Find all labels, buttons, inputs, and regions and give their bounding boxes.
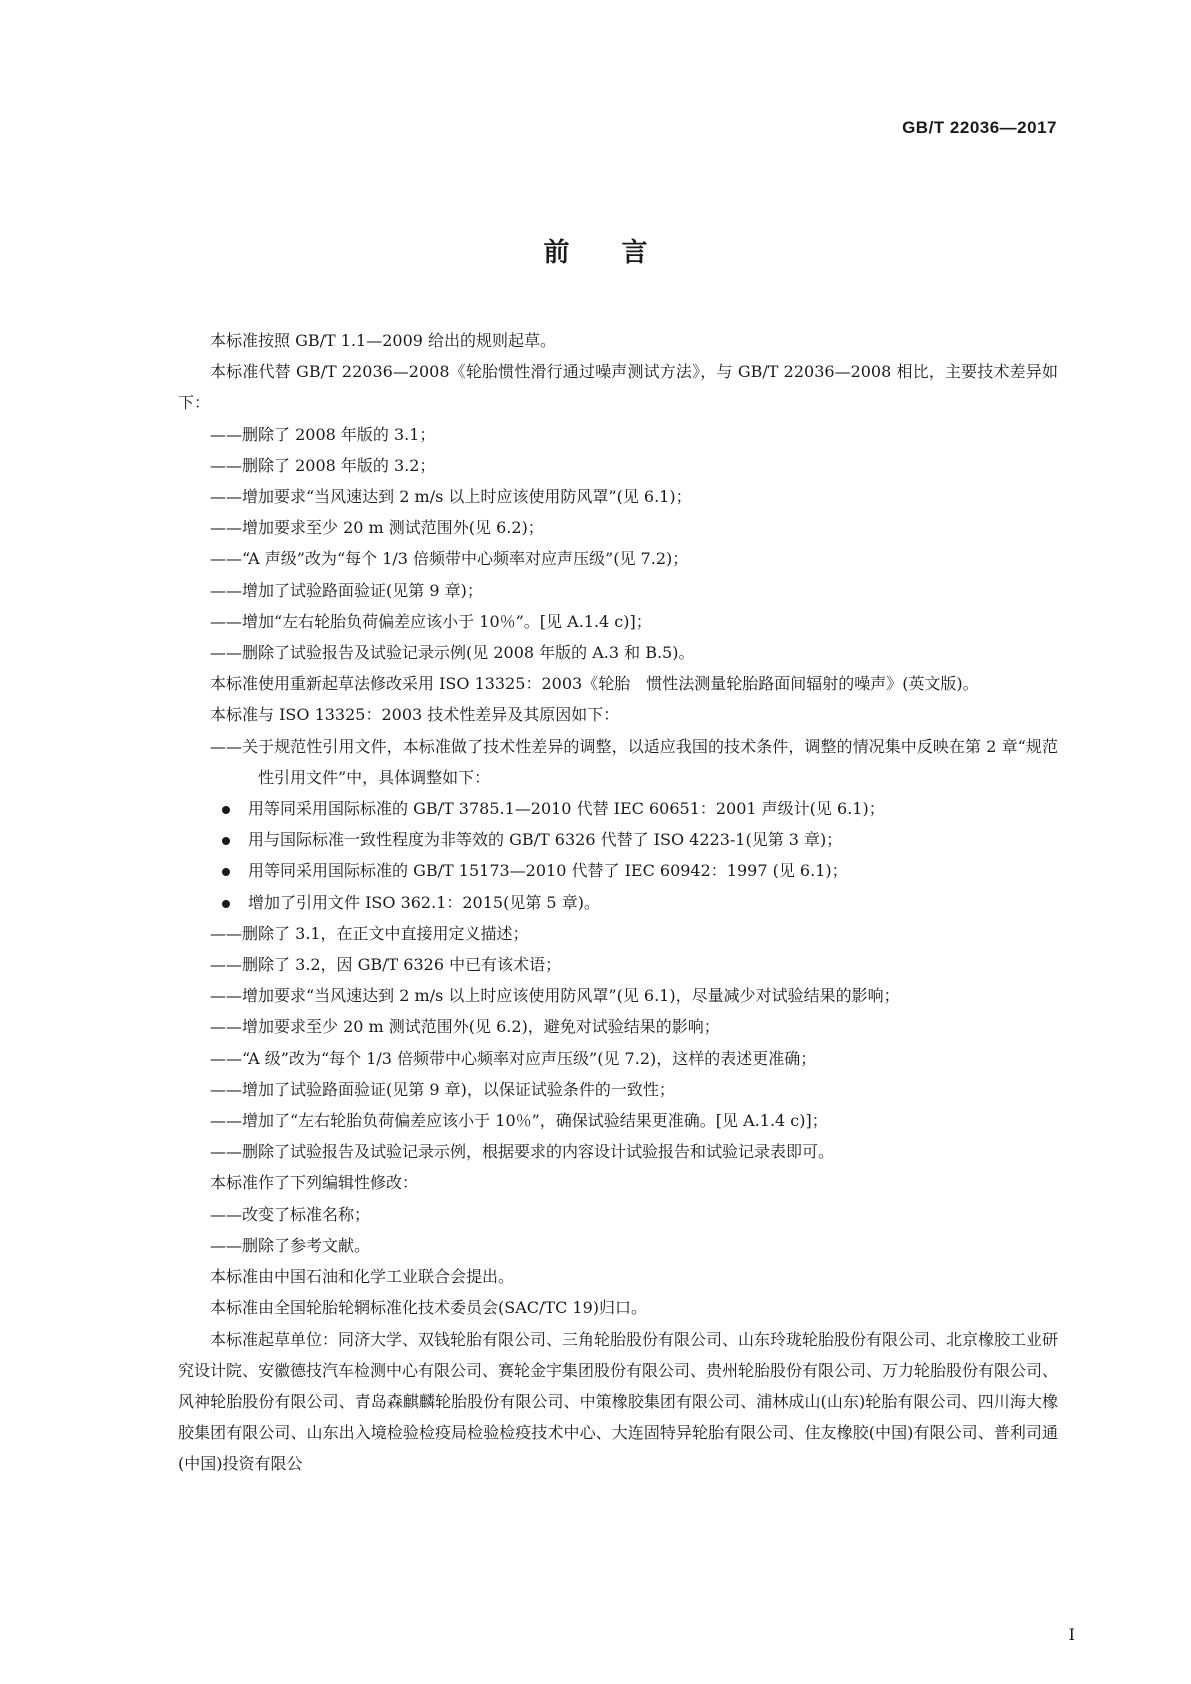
list-item: ——删除了 3.1，在正文中直接用定义描述； bbox=[210, 923, 529, 943]
bullet-icon bbox=[222, 868, 230, 876]
page-title: 前言 bbox=[543, 238, 700, 268]
editorial-intro-paragraph: 本标准作了下列编辑性修改： bbox=[210, 1173, 419, 1193]
deviations-intro-paragraph: 本标准与 ISO 13325：2003 技术性差异及其原因如下： bbox=[210, 705, 620, 725]
list-item: ——删除了 3.2，因 GB/T 6326 中已有该术语； bbox=[210, 955, 562, 975]
list-item: ——增加要求至少 20 m 测试范围外(见 6.2)； bbox=[210, 518, 544, 538]
list-item: ——删除了 2008 年版的 3.1； bbox=[210, 424, 436, 444]
list-item: ——删除了试验报告及试验记录示例(见 2008 年版的 A.3 和 B.5)。 bbox=[210, 643, 695, 663]
replacement-paragraph: 本标准代替 GB/T 22036—2008《轮胎惯性滑行通过噪声测试方法》，与 GB/T 22036—2008 相比，主要技术差异如下： bbox=[178, 362, 1058, 413]
drafting-rules-paragraph: 本标准按照 GB/T 1.1—2009 给出的规则起草。 bbox=[210, 331, 557, 350]
document-body bbox=[178, 325, 1058, 1480]
adoption-paragraph: 本标准使用重新起草法修改采用 ISO 13325：2003《轮胎 惯性法测量轮胎路面间辐射的噪声》(英文版)。 bbox=[210, 674, 979, 694]
list-item: ——增加“左右轮胎负荷偏差应该小于 10％”。[见 A.1.4 c)]； bbox=[210, 611, 652, 631]
page-number: I bbox=[1068, 1625, 1075, 1644]
bullet-item bbox=[178, 855, 1058, 886]
list-item: ——增加了试验路面验证(见第 9 章)，以保证试验条件的一致性； bbox=[210, 1079, 675, 1099]
bullet-text: 用等同采用国际标准的 GB/T 15173—2010 代替了 IEC 60942：1997 (见 6.1)； bbox=[248, 861, 848, 881]
proposer-paragraph: 本标准由中国石油和化学工业联合会提出。 bbox=[210, 1267, 515, 1287]
bullet-item bbox=[178, 887, 1058, 918]
bullet-icon bbox=[222, 806, 230, 814]
list-item: ——增加要求“当风速达到 2 m/s 以上时应该使用防风罩”(见 6.1)； bbox=[210, 487, 692, 507]
bullet-item bbox=[178, 793, 1058, 824]
list-item: ——增加了试验路面验证(见第 9 章)； bbox=[210, 580, 483, 600]
standard-code: GB/T 22036—2017 bbox=[902, 118, 1057, 137]
list-item: ——增加要求“当风速达到 2 m/s 以上时应该使用防风罩”(见 6.1)，尽量减少对试验结果的影响； bbox=[210, 986, 900, 1006]
list-item: ——关于规范性引用文件，本标准做了技术性差异的调整，以适应我国的技术条件，调整的情况集中反映在第 2 章“规范性引用文件”中，具体调整如下： bbox=[210, 736, 1058, 787]
bullet-icon bbox=[222, 837, 230, 845]
bullet-item bbox=[178, 824, 1058, 855]
bullet-text: 增加了引用文件 ISO 362.1：2015(见第 5 章)。 bbox=[248, 892, 600, 912]
list-item: ——“A 级”改为“每个 1/3 倍频带中心频率对应声压级”(见 7.2)，这样的表述更准确； bbox=[210, 1048, 817, 1068]
list-item: ——增加了“左右轮胎负荷偏差应该小于 10％”，确保试验结果更准确。[见 A.1.4 c)]； bbox=[210, 1111, 828, 1131]
committee-paragraph: 本标准由全国轮胎轮辋标准化技术委员会(SAC/TC 19)归口。 bbox=[210, 1298, 647, 1318]
bullet-text: 用等同采用国际标准的 GB/T 3785.1—2010 代替 IEC 60651：2001 声级计(见 6.1)； bbox=[248, 799, 885, 819]
list-item: ——删除了 2008 年版的 3.2； bbox=[210, 455, 436, 475]
list-item: ——删除了参考文献。 bbox=[210, 1235, 371, 1255]
list-item: ——“A 声级”改为“每个 1/3 倍频带中心频率对应声压级”(见 7.2)； bbox=[210, 549, 689, 569]
list-item: ——改变了标准名称； bbox=[210, 1204, 371, 1224]
drafting-units-paragraph: 本标准起草单位：同济大学、双钱轮胎有限公司、三角轮胎股份有限公司、山东玲珑轮胎股份有限公司、北京橡胶工业研究设计院、安徽德技汽车检测中心有限公司、赛轮金宇集团股份有限公司、贵州轮胎股份有限公司、万力轮胎股份有限公司、风神轮胎股份有限公司、青岛森麒麟轮胎股份有限公司、中策橡胶集团有限公司、浦林成山(山东)轮胎有限公司、四川海大橡胶集团有限公司、山东出入境检验检疫局检验检疫技术中心、大连固特异轮胎有限公司、住友橡胶(中国)有限公司、普利司通(中国)投资有限公 bbox=[178, 1329, 1059, 1474]
bullet-icon bbox=[222, 900, 230, 908]
list-item: ——增加要求至少 20 m 测试范围外(见 6.2)，避免对试验结果的影响； bbox=[210, 1017, 720, 1037]
list-item: ——删除了试验报告及试验记录示例，根据要求的内容设计试验报告和试验记录表即可。 bbox=[210, 1142, 835, 1162]
bullet-text: 用与国际标准一致性程度为非等效的 GB/T 6326 代替了 ISO 4223-1(见第 3 章)； bbox=[248, 830, 843, 850]
